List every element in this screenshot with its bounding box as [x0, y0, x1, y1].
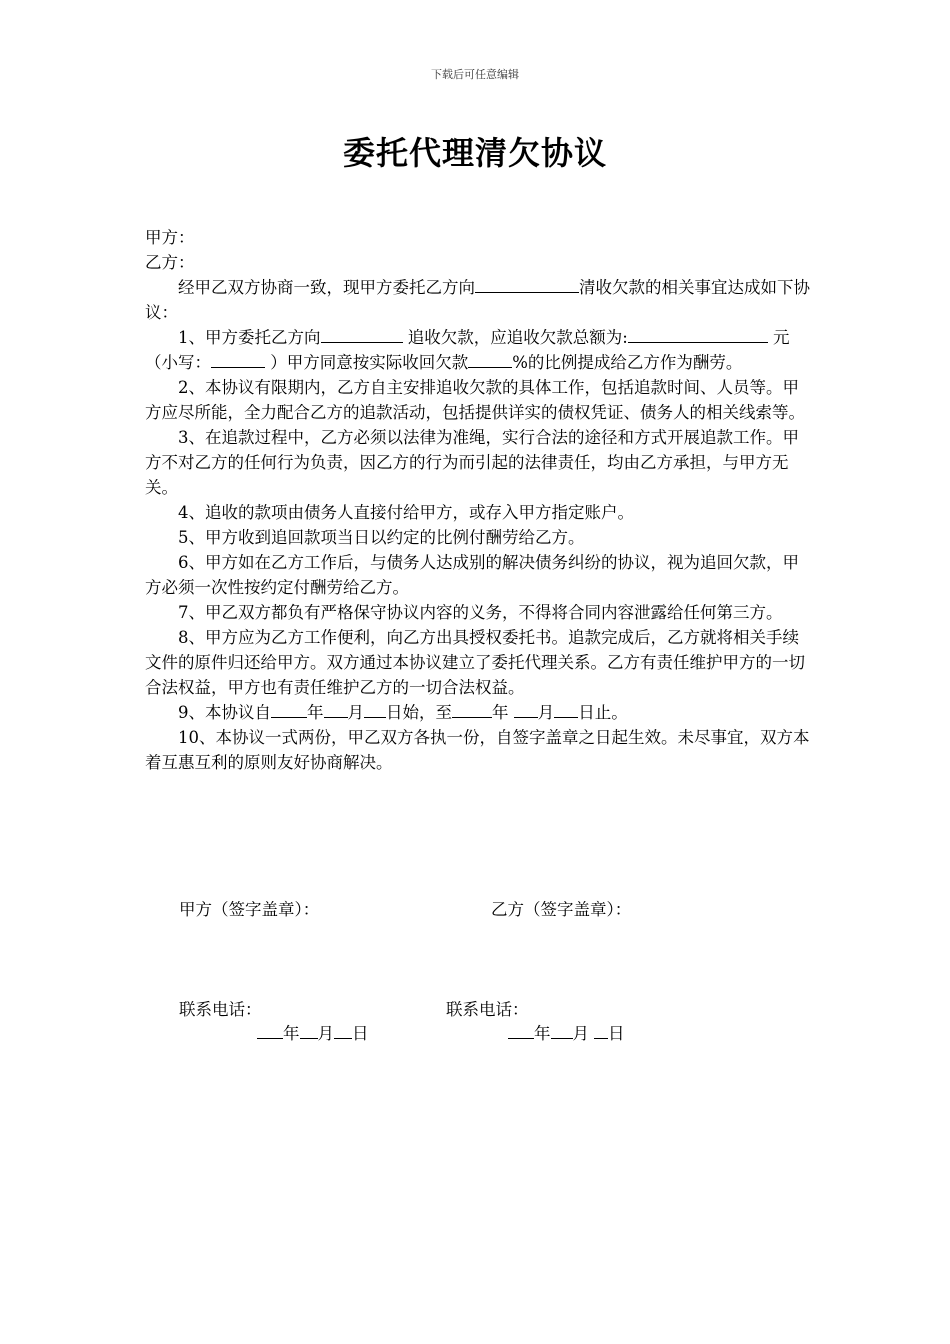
party-b-year-blank — [508, 1022, 534, 1039]
party-a-line: 甲方： — [145, 228, 195, 247]
clause-2: 2、本协议有限期内，乙方自主安排追收欠款的具体工作，包括追款时间、人员等。甲方应尽所能，全力配合乙方的追款活动，包括提供详实的债权凭证、债务人的相关线索等。 — [145, 378, 805, 422]
clause-1-text-e: %的比例提成给乙方作为酬劳。 — [512, 353, 743, 372]
clause-8: 8、甲方应为乙方工作便利，向乙方出具授权委托书。追款完成后，乙方就将相关手续文件的原件归还给甲方。双方通过本协议建立了委托代理关系。乙方有责任维护甲方的一切合法权益，甲方也有责任维护乙方的一切合法权益。 — [145, 628, 805, 697]
clause-9-day-2: 日止。 — [578, 703, 628, 722]
party-b-date — [508, 1021, 625, 1046]
debtor-blank — [475, 276, 579, 293]
party-a-month-label: 月 — [317, 1024, 334, 1043]
start-day-blank — [364, 701, 386, 718]
clause-6: 6、甲方如在乙方工作后，与债务人达成别的解决债务纠纷的协议，视为追回欠款，甲方必须一次性按约定付酬劳给乙方。 — [145, 553, 799, 597]
party-a-year-blank — [257, 1022, 283, 1039]
party-a-day-blank — [334, 1022, 352, 1039]
party-b-signature-label: 乙方（签字盖章）： — [491, 900, 632, 919]
party-a-date — [257, 1021, 369, 1046]
end-year-blank — [452, 701, 492, 718]
party-a-month-blank — [300, 1022, 318, 1039]
party-b-year-label: 年 — [534, 1024, 551, 1043]
party-a-signature-label: 甲方（签字盖章）： — [179, 900, 320, 919]
party-b-month-label: 月 — [572, 1024, 589, 1043]
clause-9-month-2: 月 — [537, 703, 555, 722]
end-day-blank — [554, 701, 578, 718]
intro-text-before: 经甲乙双方协商一致，现甲方委托乙方向 — [178, 278, 475, 297]
party-a-year-label: 年 — [283, 1024, 300, 1043]
agreement-body — [145, 225, 810, 775]
clause-3: 3、在追款过程中，乙方必须以法律为准绳，实行合法的途径和方式开展追款工作。甲方不对乙方的任何行为负责，因乙方的行为而引起的法律责任，均由乙方承担，与甲方无关。 — [145, 428, 799, 497]
party-a-day-label: 日 — [352, 1024, 369, 1043]
clause-1 — [145, 325, 810, 375]
party-b-line: 乙方： — [145, 253, 195, 272]
header-note: 下载后可任意编辑 — [431, 68, 519, 81]
clause-7: 7、甲乙双方都负有严格保守协议内容的义务，不得将合同内容泄露给任何第三方。 — [178, 603, 783, 622]
party-b-day-label: 日 — [608, 1024, 625, 1043]
clause-9-day-1: 日始，至 — [386, 703, 452, 722]
clause-1-text-d: ）甲方同意按实际收回欠款 — [265, 353, 469, 372]
start-year-blank — [271, 701, 307, 718]
amount-small-blank — [211, 351, 265, 368]
end-month-blank — [514, 701, 538, 718]
clause-9-start: 9、本协议自 — [178, 703, 271, 722]
intro-paragraph — [145, 275, 810, 325]
clause-1-text-a: 1、甲方委托乙方向 — [178, 328, 321, 347]
clause-5: 5、甲方收到追回款项当日以约定的比例付酬劳给乙方。 — [178, 528, 585, 547]
clause-9-month-1: 月 — [347, 703, 364, 722]
total-amount-blank-2 — [676, 326, 768, 343]
document-title: 委托代理清欠协议 — [342, 134, 607, 172]
party-a-phone-label: 联系电话： — [179, 1000, 262, 1019]
start-month-blank — [324, 701, 348, 718]
debtor-name-blank — [321, 326, 403, 343]
clause-9-year-1: 年 — [307, 703, 324, 722]
clause-9-year-2: 年 — [492, 703, 514, 722]
clause-4: 4、追收的款项由债务人直接付给甲方，或存入甲方指定账户。 — [178, 503, 634, 522]
party-b-phone-label: 联系电话： — [446, 1000, 529, 1019]
intro-text-after: 清收欠款的相关事宜达成如下协议： — [145, 278, 810, 322]
clause-9 — [145, 700, 810, 725]
clause-10: 10、本协议一式两份，甲乙双方各执一份，自签字盖章之日起生效。未尽事宜，双方本着互惠互利的原则友好协商解决。 — [145, 728, 810, 772]
party-b-day-blank — [594, 1022, 608, 1039]
clause-1-text-c: 元（小写： — [145, 328, 790, 372]
total-amount-blank — [628, 326, 676, 343]
clause-1-text-b: 追收欠款，应追收欠款总额为: — [402, 328, 628, 347]
percent-blank — [468, 351, 512, 368]
party-b-month-blank — [551, 1022, 573, 1039]
